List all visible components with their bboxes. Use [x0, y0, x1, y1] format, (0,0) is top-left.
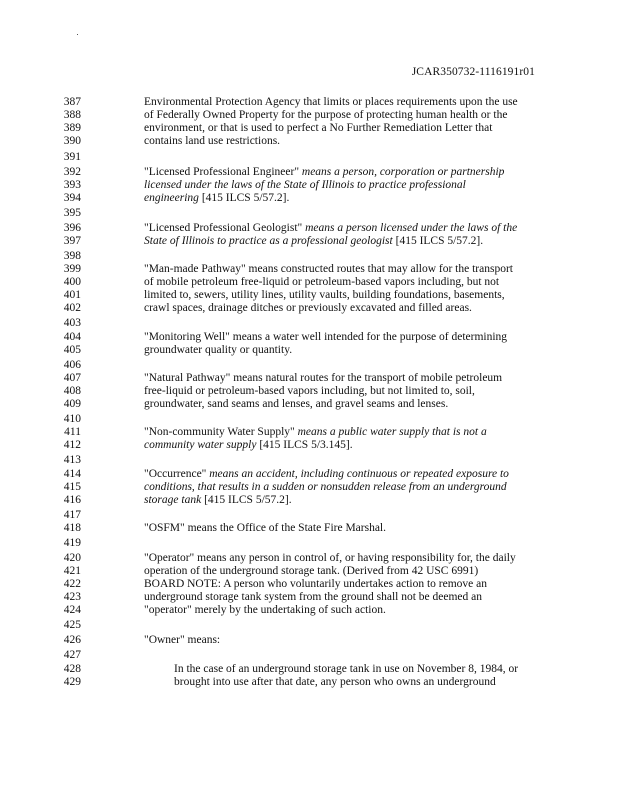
line-number: 398 [63, 250, 81, 262]
line-text: "Licensed Professional Geologist" means a person licensed under the laws of the [144, 222, 518, 234]
line-text: engineering [415 ILCS 5/57.2]. [144, 192, 290, 204]
line-number: 425 [63, 619, 81, 631]
line-text: brought into use after that date, any person who owns an underground [174, 676, 496, 688]
line-text: "Operator" means any person in control of, or having responsibility for, the daily [144, 552, 516, 564]
line-number: 415 [63, 481, 81, 493]
line-text: operation of the underground storage tank. (Derived from 42 USC 6991) [144, 565, 479, 577]
line-number: 394 [63, 192, 81, 204]
line-number: 422 [63, 578, 81, 590]
line-number: 427 [63, 649, 81, 661]
line-number: 406 [63, 359, 81, 371]
line-number: 412 [63, 439, 81, 451]
line-text: licensed under the laws of the State of Illinois to practice professional [144, 179, 466, 191]
line-number: 428 [63, 663, 81, 675]
line-text: of mobile petroleum free-liquid or petroleum-based vapors including, but not [144, 276, 500, 288]
line-number: 393 [63, 179, 81, 191]
line-number: 410 [63, 413, 81, 425]
line-number: 423 [63, 591, 81, 603]
line-text: environment, or that is used to perfect a No Further Remediation Letter that [144, 122, 493, 134]
line-number: 390 [63, 135, 81, 147]
line-number: 413 [63, 454, 81, 466]
line-number: 429 [63, 676, 81, 688]
line-number: 387 [63, 96, 81, 108]
line-number: 408 [63, 385, 81, 397]
line-number: 409 [63, 398, 81, 410]
line-text: free-liquid or petroleum-based vapors including, but not limited to, soil, [144, 385, 475, 397]
line-number: 414 [63, 468, 81, 480]
line-text: BOARD NOTE: A person who voluntarily undertakes action to remove an [144, 578, 488, 590]
line-text: "Non-community Water Supply" means a public water supply that is not a [144, 426, 487, 438]
line-text: storage tank [415 ILCS 5/57.2]. [144, 494, 292, 506]
line-text: "Occurrence" means an accident, including continuous or repeated exposure to [144, 468, 509, 480]
line-number: 419 [63, 537, 81, 549]
line-number: 426 [63, 634, 81, 646]
line-text: "Natural Pathway" means natural routes for the transport of mobile petroleum [144, 372, 503, 384]
line-text: "OSFM" means the Office of the State Fire Marshal. [144, 522, 387, 534]
line-number: 404 [63, 331, 81, 343]
line-text: "Licensed Professional Engineer" means a person, corporation or partnership [144, 166, 505, 178]
line-number: 416 [63, 494, 81, 506]
line-text: Environmental Protection Agency that limits or places requirements upon the use [144, 96, 518, 108]
line-number: 389 [63, 122, 81, 134]
line-number: 391 [63, 151, 81, 163]
line-text: "Man-made Pathway" means constructed routes that may allow for the transport [144, 263, 513, 275]
line-number: 396 [63, 222, 81, 234]
line-number: 420 [63, 552, 81, 564]
line-number: 421 [63, 565, 81, 577]
line-number: 388 [63, 109, 81, 121]
line-text: of Federally Owned Property for the purpose of protecting human health or the [144, 109, 508, 121]
line-number: 392 [63, 166, 81, 178]
line-number: 395 [63, 207, 81, 219]
line-number: 411 [64, 426, 81, 438]
line-number: 407 [63, 372, 81, 384]
line-text: contains land use restrictions. [144, 135, 281, 147]
line-text: In the case of an underground storage tank in use on November 8, 1984, or [174, 663, 519, 675]
line-number: 399 [63, 263, 81, 275]
line-text: State of Illinois to practice as a professional geologist [415 ILCS 5/57.2]. [144, 235, 484, 247]
line-number: 401 [63, 289, 81, 301]
line-number: 424 [63, 604, 81, 616]
line-text: groundwater, sand seams and lenses, and gravel seams and lenses. [144, 398, 449, 410]
line-text: limited to, sewers, utility lines, utility vaults, building foundations, basements, [144, 289, 505, 301]
line-text: groundwater quality or quantity. [144, 344, 293, 356]
line-text: underground storage tank system from the ground shall not be deemed an [144, 591, 482, 603]
document-id-header: JCAR350732-1116191r01 [411, 66, 535, 78]
line-text: "Owner" means: [144, 634, 221, 646]
line-number: 418 [63, 522, 81, 534]
line-number: 417 [63, 509, 81, 521]
line-number: 405 [63, 344, 81, 356]
scan-speck [77, 34, 78, 35]
line-number: 397 [63, 235, 81, 247]
line-text: crawl spaces, drainage ditches or previously excavated and filled areas. [144, 302, 472, 314]
line-number: 403 [63, 317, 81, 329]
line-text: "Monitoring Well" means a water well intended for the purpose of determining [144, 331, 508, 343]
line-text: "operator" merely by the undertaking of such action. [144, 604, 386, 616]
line-number: 402 [63, 302, 81, 314]
line-text: conditions, that results in a sudden or nonsudden release from an underground [144, 481, 507, 493]
line-number: 400 [63, 276, 81, 288]
line-text: community water supply [415 ILCS 5/3.145]. [144, 439, 353, 451]
